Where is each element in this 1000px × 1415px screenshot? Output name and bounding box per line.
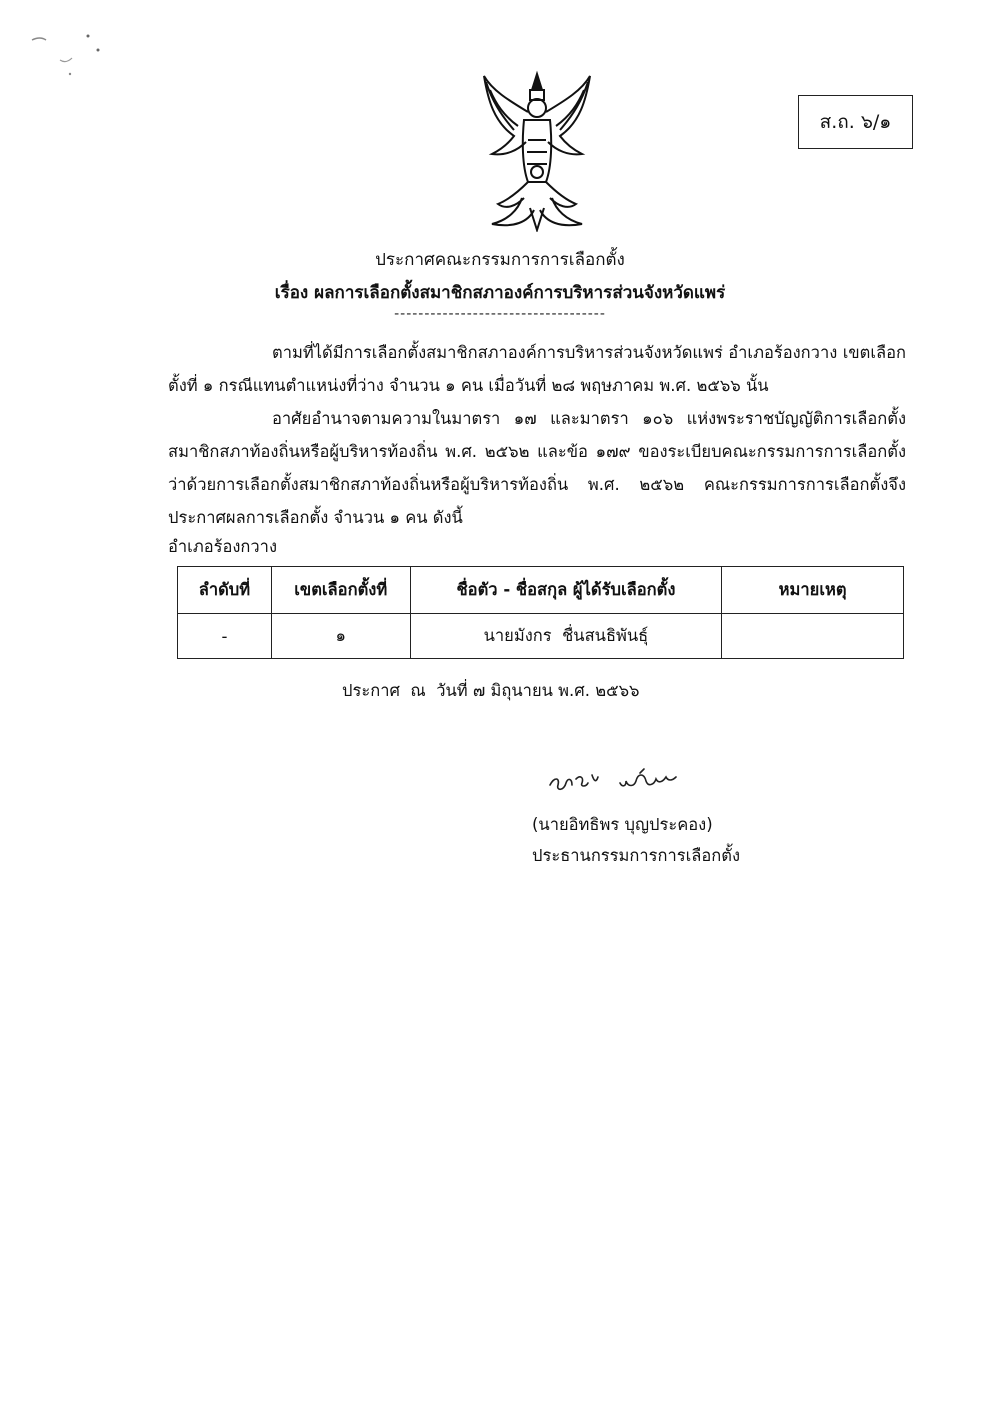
form-code-box — [798, 95, 913, 149]
table-header-row — [178, 567, 904, 614]
header-constituency: เขตเลือกตั้งที่ — [271, 567, 410, 614]
garuda-emblem-icon — [478, 70, 596, 232]
announcement-subject: เรื่อง ผลการเลือกตั้งสมาชิกสภาองค์การบริหารส่วนจังหวัดแพร่ — [274, 283, 726, 303]
announcement-title: ประกาศคณะกรรมการการเลือกตั้ง — [375, 250, 625, 270]
district-label: อำเภอร้องกวาง — [168, 537, 278, 556]
signer-position: ประธานกรรมการการเลือกตั้ง — [532, 846, 741, 865]
announcement-date: ประกาศ ณ วันที่ ๗ มิถุนายน พ.ศ. ๒๕๖๖ — [342, 681, 640, 700]
header-elected-name: ชื่อตัว - ชื่อสกุล ผู้ได้รับเลือกตั้ง — [410, 567, 722, 614]
scan-speck — [30, 30, 110, 90]
body-paragraph-1-text: ตามที่ได้มีการเลือกตั้งสมาชิกสภาองค์การบริหารส่วนจังหวัดแพร่ อำเภอร้องกวาง เขตเลือกตั้งที่ ๑ กรณีแทนตำแหน่งที่ว่าง จำนวน ๑ คน เมื่อวันที่ ๒๘ พฤษภาคม พ.ศ. ๒๕๖๖ นั้น — [168, 343, 906, 395]
form-code: ส.ถ. ๖/๑ — [819, 111, 892, 133]
cell-order: - — [178, 614, 272, 659]
handwritten-signature — [540, 765, 700, 795]
header-order: ลำดับที่ — [178, 567, 272, 614]
table-row — [178, 614, 904, 659]
results-table — [177, 566, 904, 659]
cell-remarks — [722, 614, 904, 659]
signer-name: (นายอิทธิพร บุญประคอง) — [532, 815, 713, 834]
title-separator: ----------------------------------- — [394, 306, 606, 322]
cell-elected-name: นายมังกร ชื่นสนธิพันธุ์ — [410, 614, 722, 659]
body-paragraph-2 — [168, 402, 906, 534]
header-remarks: หมายเหตุ — [722, 567, 904, 614]
body-paragraph-1 — [168, 336, 906, 402]
cell-constituency: ๑ — [271, 614, 410, 659]
body-paragraph-2-text: อาศัยอำนาจตามความในมาตรา ๑๗ และมาตรา ๑๐๖ แห่งพระราชบัญญัติการเลือกตั้งสมาชิกสภาท้องถิ่นหรือผู้บริหารท้องถิ่น พ.ศ. ๒๕๖๒ และข้อ ๑๗๙ ของระเบียบคณะกรรมการการเลือกตั้งว่าด้วยการเลือกตั้งสมาชิกสภาท้องถิ่นหรือผู้บริหารท้องถิ่น พ.ศ. ๒๕๖๒ คณะกรรมการการเลือกตั้งจึงประกาศผลการเลือกตั้ง จำนวน ๑ คน ดังนี้ — [168, 409, 906, 527]
